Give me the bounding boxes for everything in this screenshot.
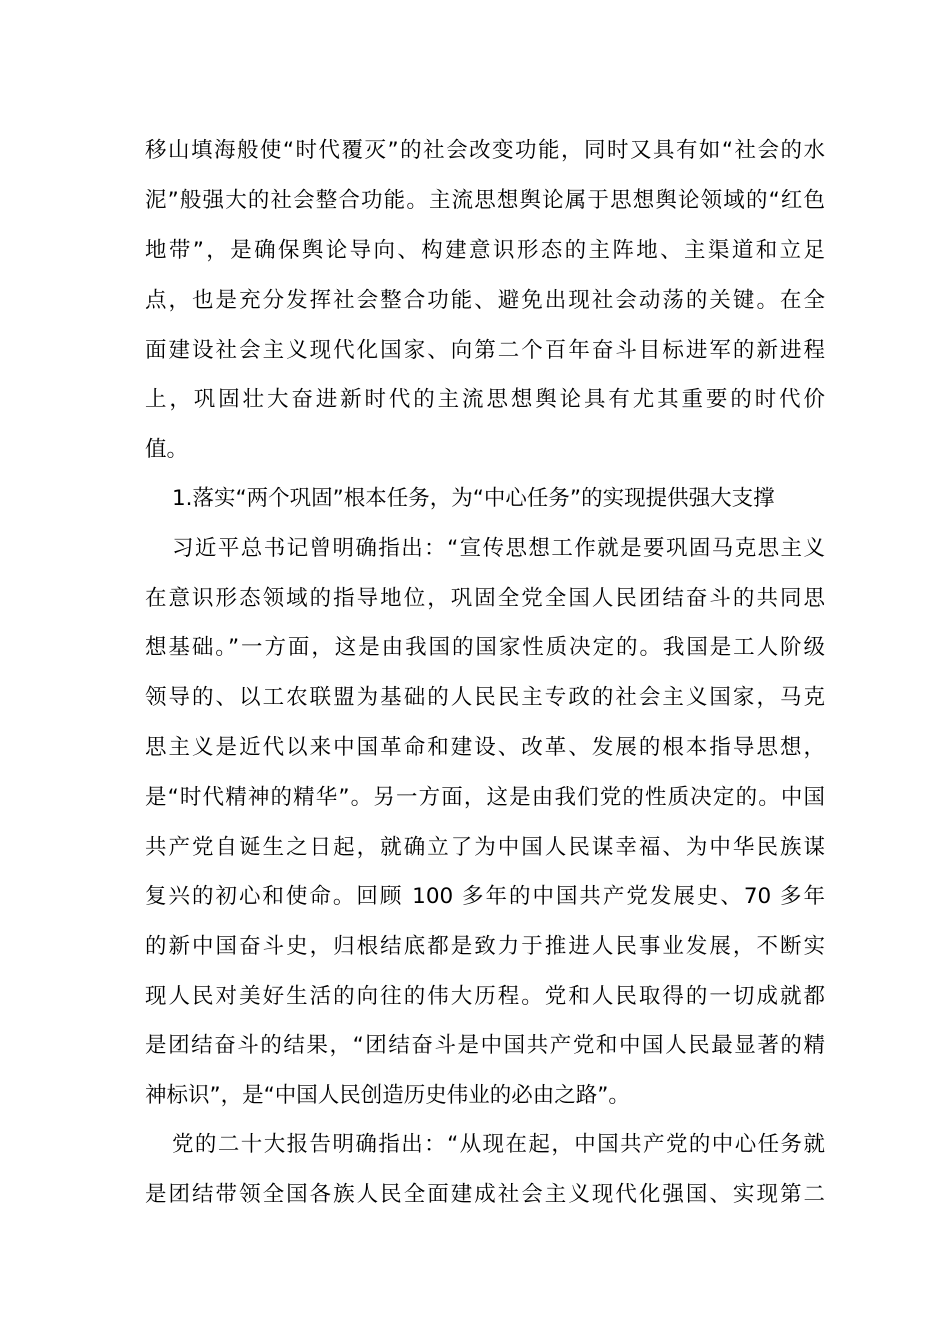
text-line: 的新中国奋斗史，归根结底都是致力于推进人民事业发展，不断实 bbox=[145, 934, 825, 959]
text-line: 共产党自诞生之日起，就确立了为中国人民谋幸福、为中华民族谋 bbox=[145, 835, 825, 860]
text-line: 复兴的初心和使命。回顾 100 多年的中国共产党发展史、70 多年 bbox=[145, 884, 825, 909]
text-line: 是“时代精神的精华”。另一方面，这是由我们党的性质决定的。中国 bbox=[145, 785, 825, 810]
text-line: 思主义是近代以来中国革命和建设、改革、发展的根本指导思想， bbox=[145, 735, 825, 760]
text-line: 泥”般强大的社会整合功能。主流思想舆论属于思想舆论领域的“红色 bbox=[145, 188, 825, 213]
text-line: 神标识”，是“中国人民创造历史伟业的必由之路”。 bbox=[145, 1083, 630, 1108]
text-line: 面建设社会主义现代化国家、向第二个百年奋斗目标进军的新进程 bbox=[145, 338, 825, 363]
text-line: 点，也是充分发挥社会整合功能、避免出现社会动荡的关键。在全 bbox=[145, 288, 825, 313]
text-line: 移山填海般使“时代覆灭”的社会改变功能，同时又具有如“社会的水 bbox=[145, 138, 825, 163]
text-line: 是团结带领全国各族人民全面建成社会主义现代化强国、实现第二 bbox=[145, 1182, 825, 1207]
text-line: 在意识形态领域的指导地位，巩固全党全国人民团结奋斗的共同思 bbox=[145, 586, 825, 611]
section-heading: 1.落实“两个巩固”根本任务，为“中心任务”的实现提供强大支撑 bbox=[172, 486, 775, 511]
text-line: 上，巩固壮大奋进新时代的主流思想舆论具有尤其重要的时代价 bbox=[145, 387, 825, 412]
paragraph-first-line: 习近平总书记曾明确指出：“宣传思想工作就是要巩固马克思主义 bbox=[172, 536, 825, 561]
text-line: 领导的、以工农联盟为基础的人民民主专政的社会主义国家，马克 bbox=[145, 685, 825, 710]
text-line: 现人民对美好生活的向往的伟大历程。党和人民取得的一切成就都 bbox=[145, 984, 825, 1009]
text-line: 值。 bbox=[145, 437, 189, 462]
text-line: 是团结奋斗的结果，“团结奋斗是中国共产党和中国人民最显著的精 bbox=[145, 1033, 825, 1058]
paragraph-first-line: 党的二十大报告明确指出：“从现在起，中国共产党的中心任务就 bbox=[172, 1132, 825, 1157]
text-line: 地带”，是确保舆论导向、构建意识形态的主阵地、主渠道和立足 bbox=[145, 238, 825, 263]
text-line: 想基础。”一方面，这是由我国的国家性质决定的。我国是工人阶级 bbox=[145, 635, 825, 660]
